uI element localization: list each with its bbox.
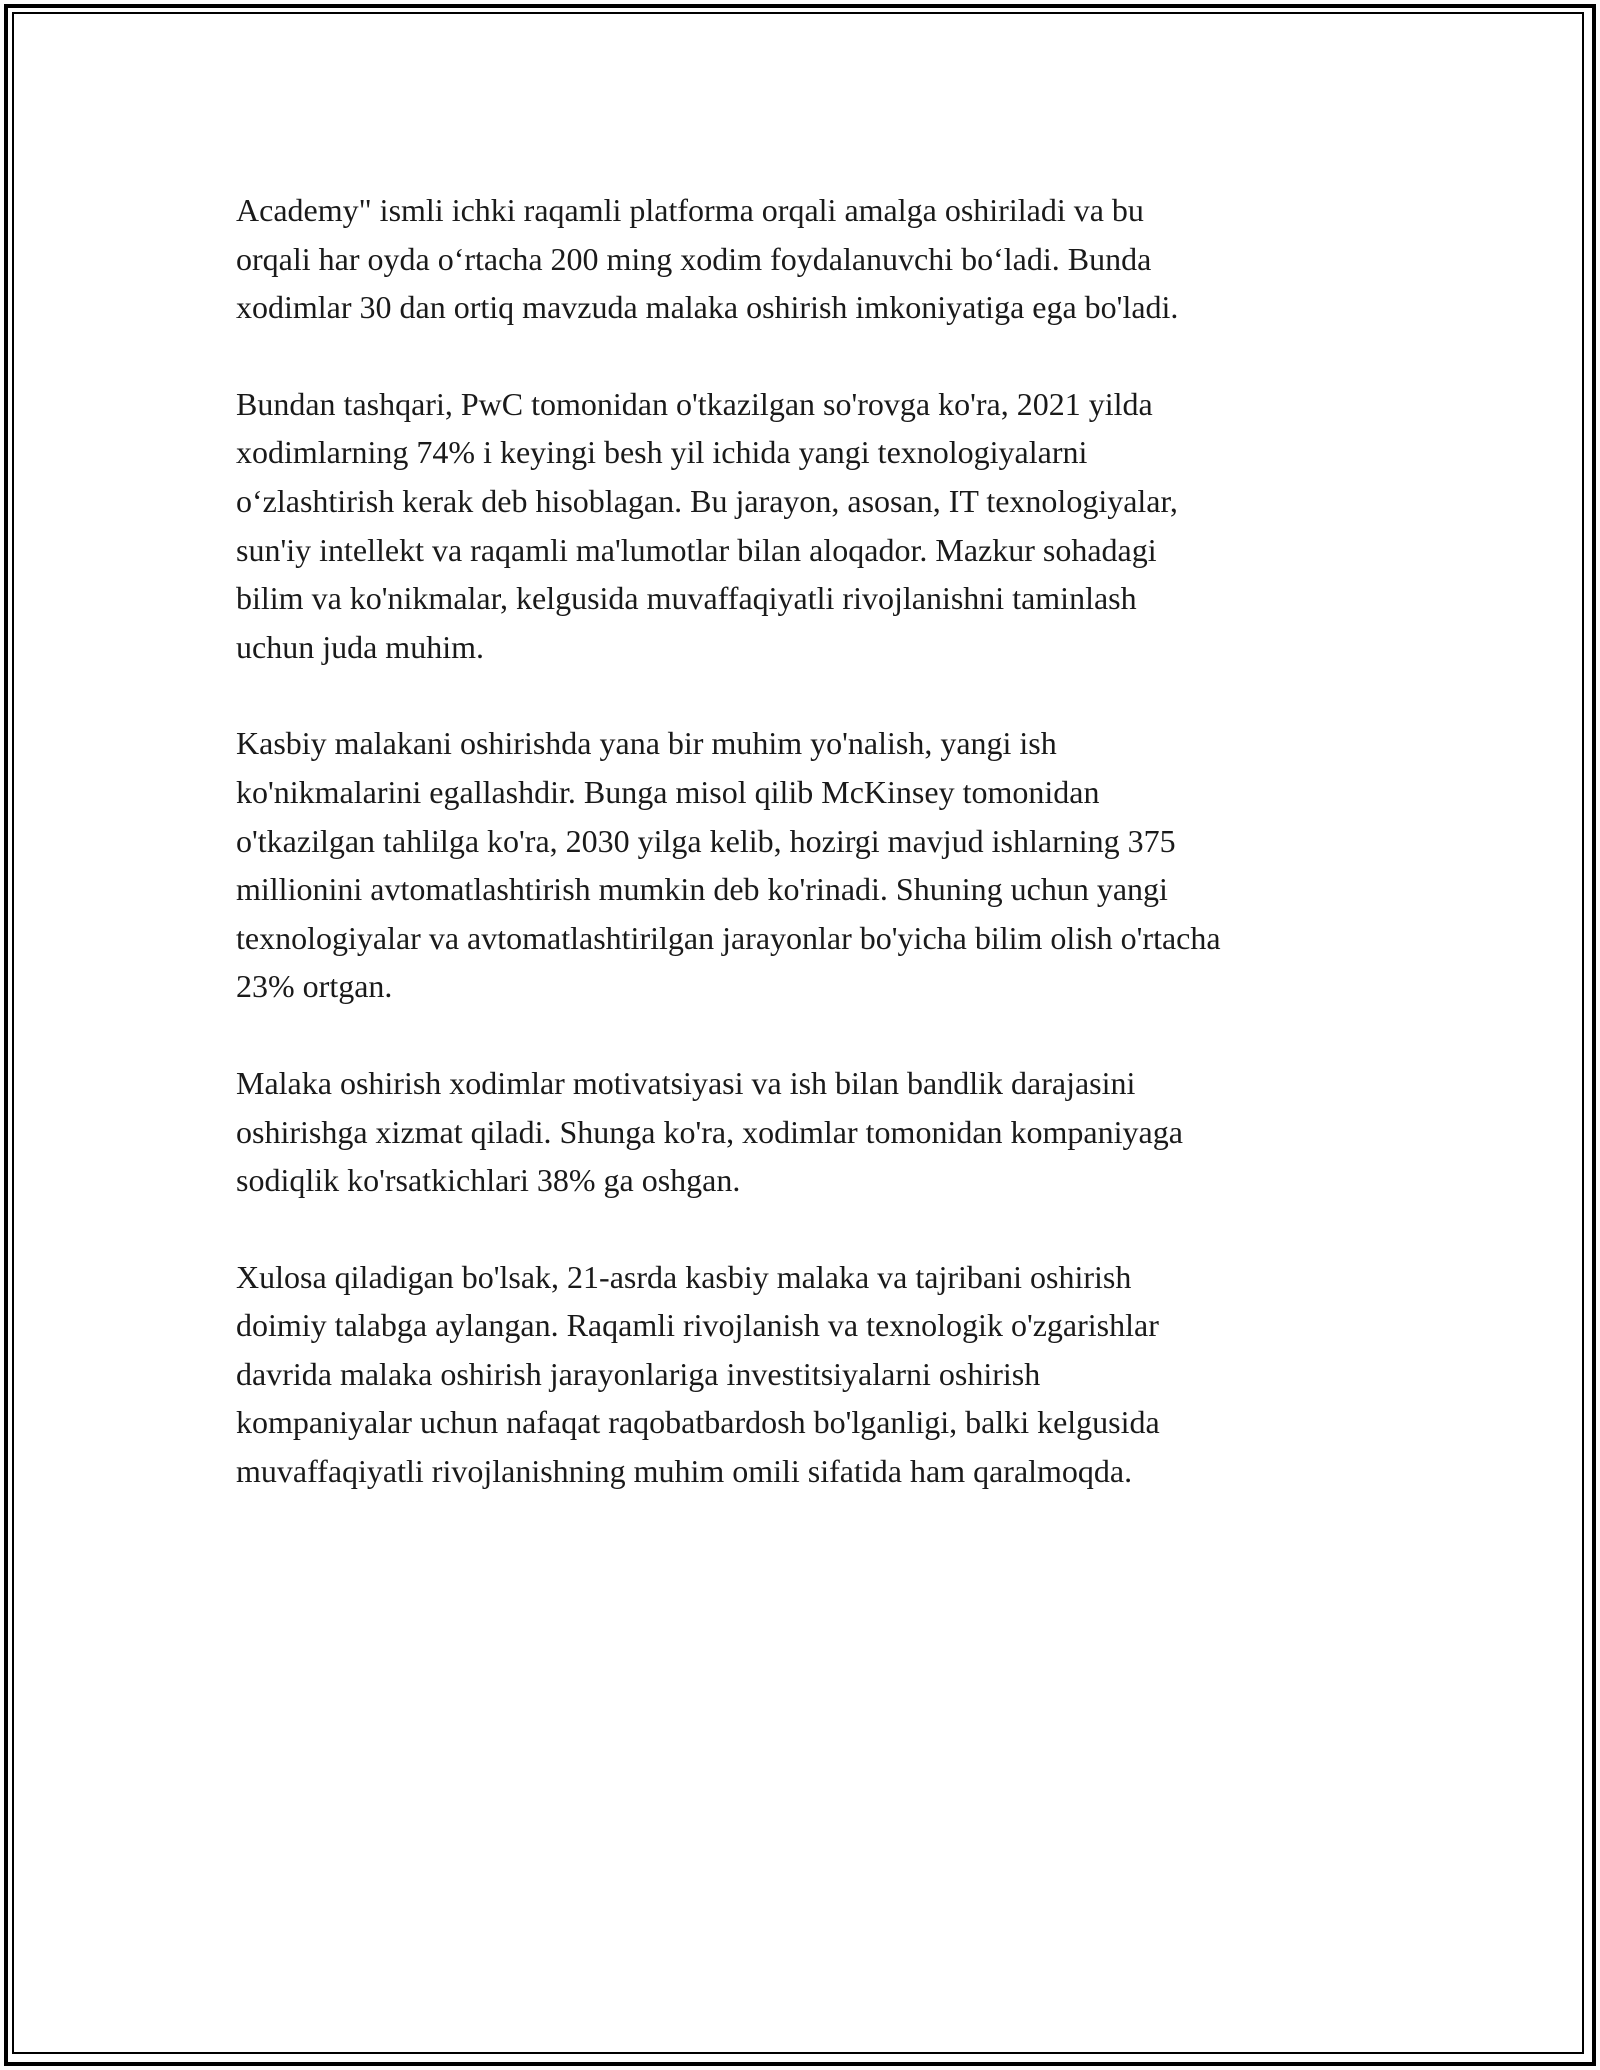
paragraph: Kasbiy malakani oshirishda yana bir muhim yo'nalish, yangi ish ko'nikmalarini egallashdir. Bunga misol qilib McKinsey tomonidan o'tkazilgan tahlilga ko'ra, 2030 yilga kelib, hozirgi mavjud ishlarning 375 millionini avtomatlashtirish mumkin deb ko'rinadi. Shuning uchun yangi texnologiyalar va avtomatlashtirilgan jarayonlar bo'yicha bilim olish o'rtacha 23% ortgan. (236, 725, 1221, 1005)
paragraph: Bundan tashqari, PwC tomonidan o'tkazilgan so'rovga ko'ra, 2021 yilda xodimlarning 74% i keyingi besh yil ichida yangi texnologiyalarni o‘zlashtirish kerak deb hisoblagan. Bu jarayon, asosan, IT texnologiyalar, sun'iy intellekt va raqamli ma'lumotlar bilan aloqador. Mazkur sohadagi bilim va ko'nikmalar, kelgusida muvaffaqiyatli rivojlanishni taminlash uchun juda muhim. (236, 385, 1178, 665)
paragraph: Malaka oshirish xodimlar motivatsiyasi va ish bilan bandlik darajasini oshirishga xizmat qiladi. Shunga ko'ra, xodimlar tomonidan kompaniyaga sodiqlik ko'rsatkichlari 38% ga oshgan. (236, 1064, 1183, 1199)
document-body (236, 186, 1376, 1544)
paragraph: Academy" ismli ichki raqamli platforma orqali amalga oshiriladi va bu orqali har oyda o‘rtacha 200 ming xodim foydalanuvchi bo‘ladi. Bunda xodimlar 30 dan ortiq mavzuda malaka oshirish imkoniyatiga ega bo'ladi. (236, 192, 1179, 326)
paragraph: Xulosa qiladigan bo'lsak, 21-asrda kasbiy malaka va tajribani oshirish doimiy talabga aylangan. Raqamli rivojlanish va texnologik o'zgarishlar davrida malaka oshirish jarayonlariga investitsiyalarni oshirish kompaniyalar uchun nafaqat raqobatbardosh bo'lganligi, balki kelgusida muvaffaqiyatli rivojlanishning muhim omili sifatida ham qaralmoqda. (236, 1258, 1160, 1490)
